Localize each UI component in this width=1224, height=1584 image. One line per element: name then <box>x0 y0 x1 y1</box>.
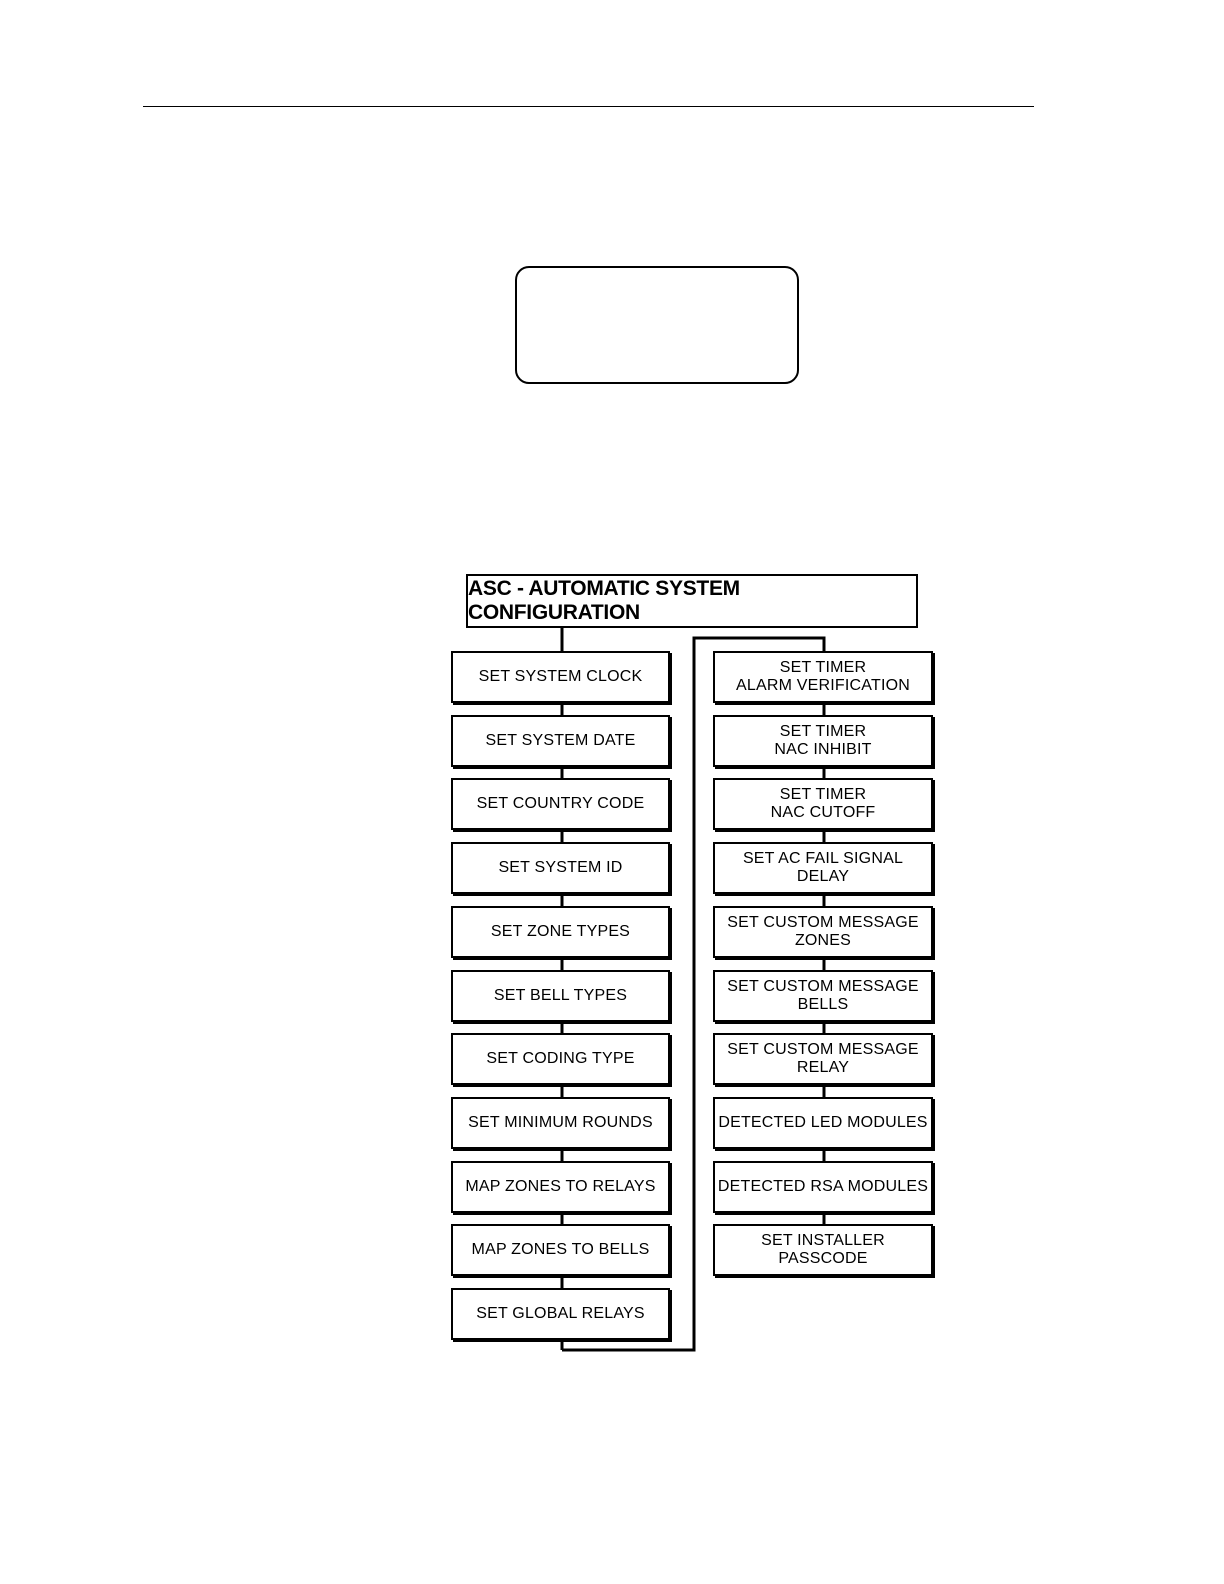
step-label-line2: ZONES <box>794 931 852 949</box>
step-label-line2: BELLS <box>797 995 849 1013</box>
left-step-3 <box>451 778 670 830</box>
diagram-title: ASC - AUTOMATIC SYSTEM CONFIGURATION <box>466 574 918 628</box>
step-label-line1: MAP ZONES TO RELAYS <box>465 1177 656 1195</box>
left-step-1 <box>451 651 670 703</box>
step-label-line1: MAP ZONES TO BELLS <box>471 1241 650 1259</box>
step-label-line1: SET TIMER <box>779 722 867 740</box>
left-step-8 <box>451 1097 670 1149</box>
step-label-line1: DETECTED LED MODULES <box>718 1113 928 1131</box>
left-step-4 <box>451 842 670 894</box>
right-step-9 <box>713 1161 933 1213</box>
right-step-1 <box>713 651 933 703</box>
step-label-line1: SET SYSTEM ID <box>498 859 623 877</box>
step-label-line1: SET MINIMUM ROUNDS <box>468 1113 653 1131</box>
left-step-6 <box>451 970 670 1022</box>
step-label-line1: SET SYSTEM CLOCK <box>478 668 643 685</box>
step-label-line2: RELAY <box>796 1059 850 1077</box>
step-label-line1: SET TIMER <box>779 659 867 676</box>
step-label-line1: SET SYSTEM DATE <box>485 731 636 749</box>
step-label-line1: SET CUSTOM MESSAGE <box>727 977 919 995</box>
step-label-line2: NAC CUTOFF <box>770 804 876 822</box>
right-step-10 <box>713 1224 933 1276</box>
right-step-5 <box>713 906 933 958</box>
step-label-line1: SET CUSTOM MESSAGE <box>727 1041 919 1059</box>
right-step-3 <box>713 778 933 830</box>
step-label-line1: SET TIMER <box>779 786 867 804</box>
step-label-line1: SET GLOBAL RELAYS <box>476 1305 645 1322</box>
left-step-2 <box>451 715 670 767</box>
left-step-10 <box>451 1224 670 1276</box>
left-step-11 <box>451 1288 670 1340</box>
step-label-line1: SET BELL TYPES <box>493 986 628 1004</box>
step-label-line2: ALARM VERIFICATION <box>736 677 910 694</box>
left-step-7 <box>451 1033 670 1085</box>
step-label-line1: SET CUSTOM MESSAGE <box>727 913 919 931</box>
step-label-line1: SET ZONE TYPES <box>490 922 631 940</box>
right-step-8 <box>713 1097 933 1149</box>
step-label-line1: SET INSTALLER PASSCODE <box>761 1232 885 1268</box>
step-label-line1: SET AC FAIL SIGNAL DELAY <box>742 850 904 886</box>
left-step-5 <box>451 906 670 958</box>
step-label-line1: SET COUNTRY CODE <box>476 795 645 813</box>
right-step-4 <box>713 842 933 894</box>
left-step-9 <box>451 1161 670 1213</box>
right-step-7 <box>713 1033 933 1085</box>
right-step-2 <box>713 715 933 767</box>
step-label-line1: SET CODING TYPE <box>486 1050 635 1068</box>
step-label-line2: NAC INHIBIT <box>774 740 872 758</box>
right-step-6 <box>713 970 933 1022</box>
step-label-line1: DETECTED RSA MODULES <box>717 1177 929 1195</box>
